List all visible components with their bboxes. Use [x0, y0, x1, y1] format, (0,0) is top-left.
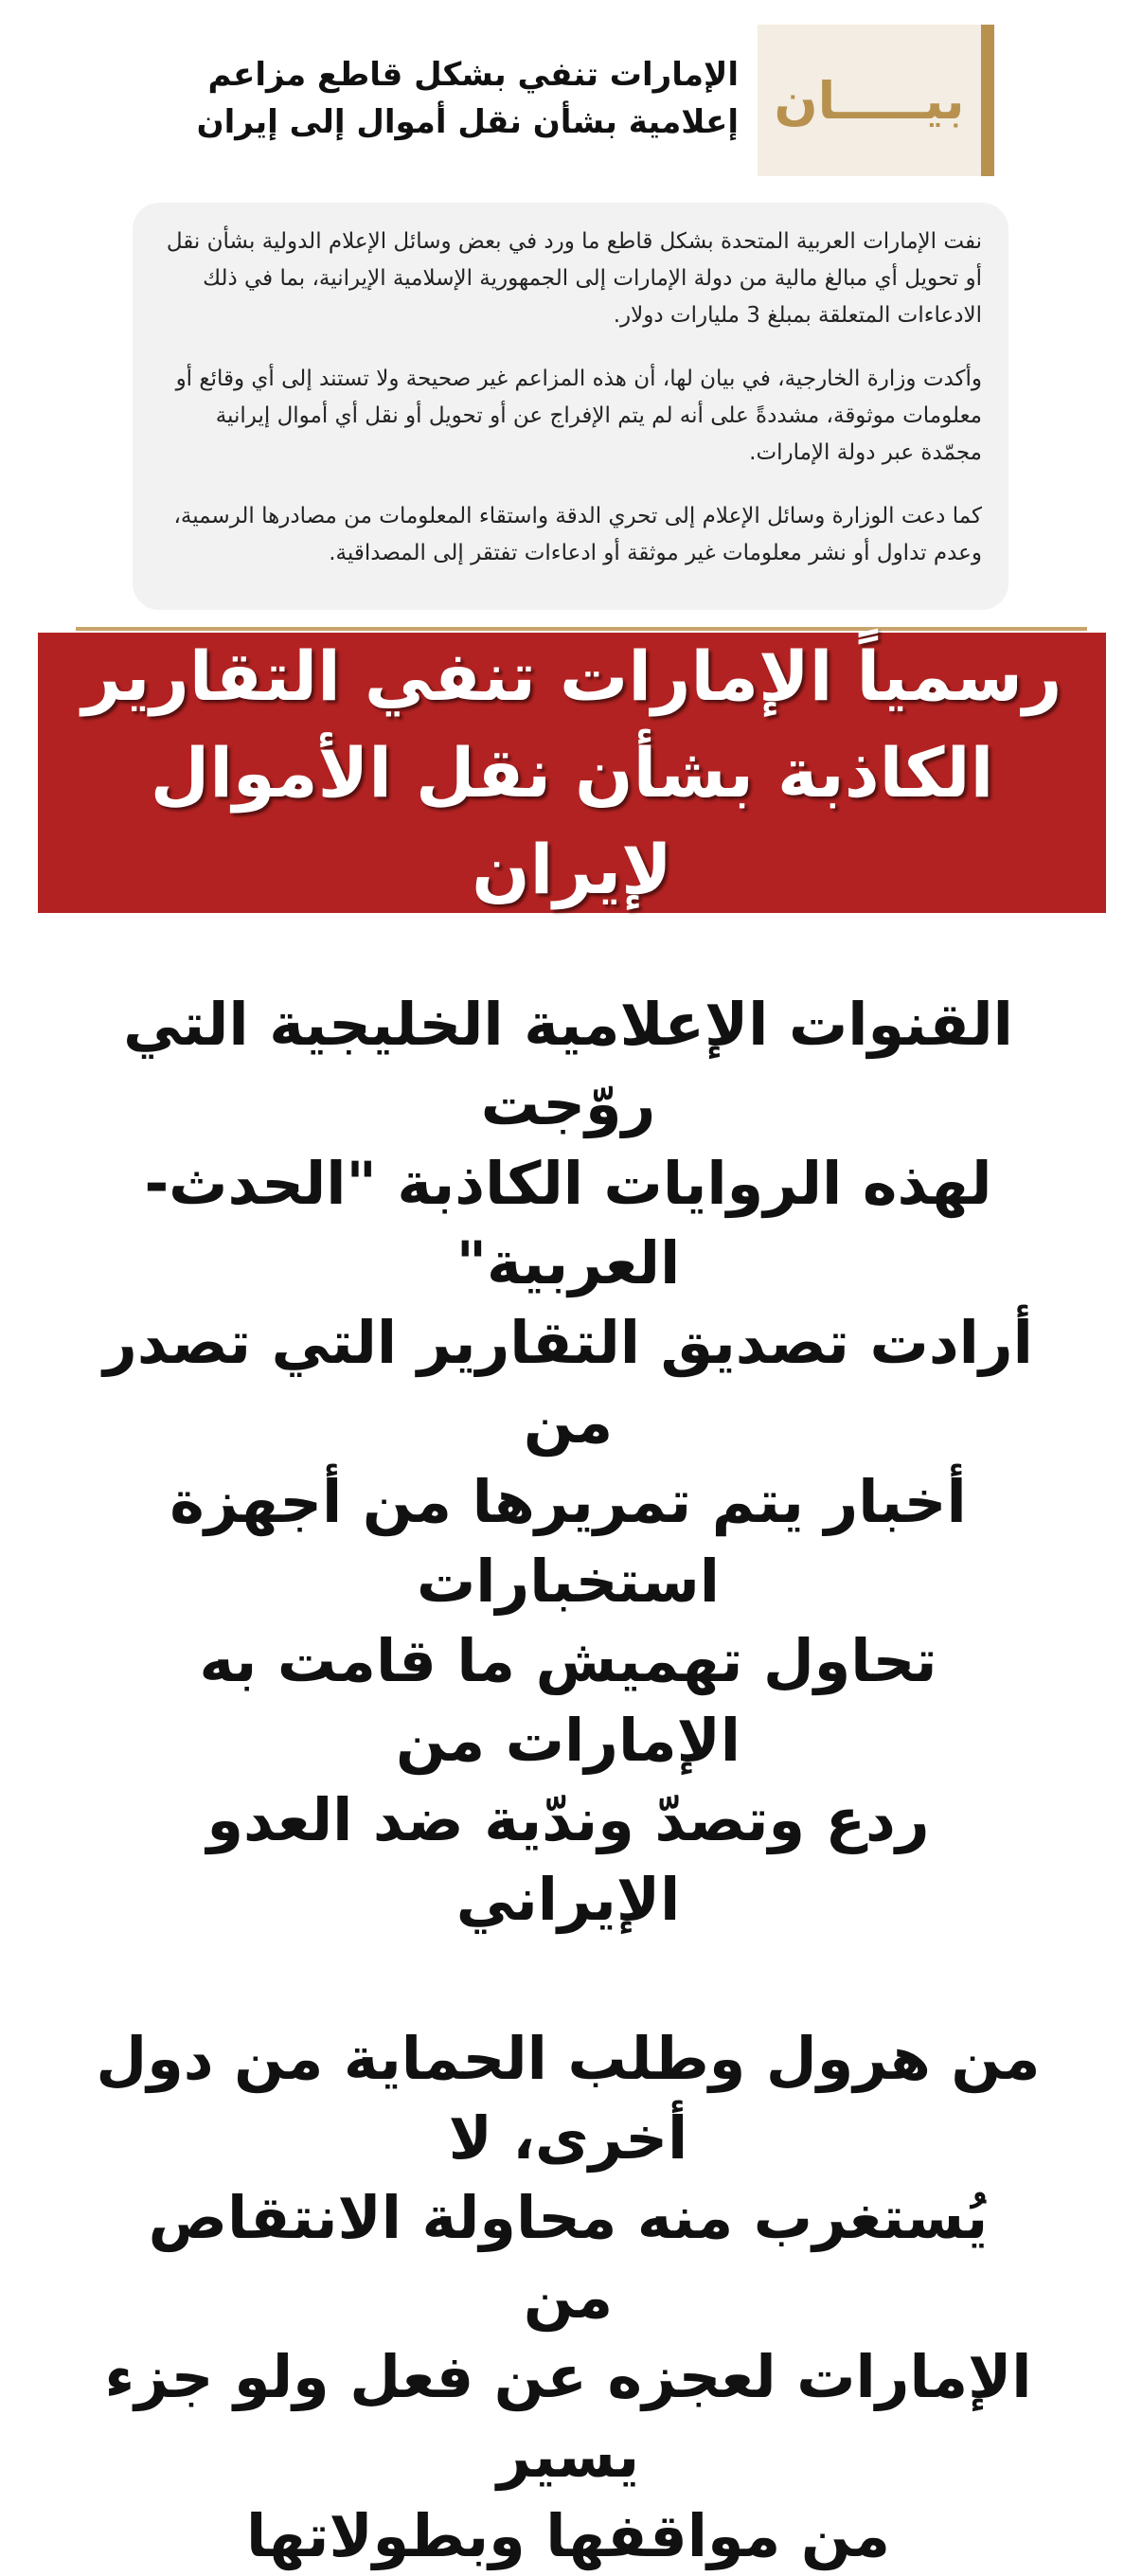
- commentary-line: يُستغرب منه محاولة الانتقاص من: [148, 2183, 989, 2332]
- statement-card: [133, 203, 1008, 610]
- headline-text: [76, 628, 1068, 918]
- paragraph-gap: [95, 1940, 1042, 2019]
- commentary-line: الإمارات لعجزه عن فعل ولو جزء يسير: [104, 2342, 1032, 2491]
- headline-banner: [38, 633, 1106, 913]
- commentary-line: تحاول تهميش ما قامت به الإمارات من: [199, 1626, 937, 1775]
- commentary-text: [95, 985, 1042, 2576]
- commentary-line: من هرول وطلب الحماية من دول أخرى، لا: [96, 2024, 1041, 2173]
- statement-badge: [758, 25, 994, 176]
- commentary-line: لهذه الروايات الكاذبة "الحدث-العربية": [144, 1149, 992, 1297]
- headline-line: الكاذبة بشأن نقل الأموال لإيران: [150, 733, 994, 909]
- commentary-line: أرادت تصديق التقارير التي تصدر من: [103, 1308, 1033, 1457]
- commentary-line: ردع وتصدّ وندّية ضد العدو الإيراني: [206, 1785, 930, 1934]
- commentary-line: أخبار يتم تمريرها من أجهزة استخبارات: [170, 1467, 967, 1616]
- commentary-line: القنوات الإعلامية الخليجية التي روّجت: [123, 990, 1013, 1138]
- statement-paragraph: وأكدت وزارة الخارجية، في بيان لها، أن هذه المزاعم غير صحيحة ولا تستند إلى أي وقائع أو معلومات موثوقة، مشددةً على أنه لم يتم الإفراج عن أو تحويل أو نقل أي أموال إيرانية مجمّدة عبر دولة الإمارات.: [175, 367, 982, 465]
- headline-line: رسمياً الإمارات تنفي التقارير: [81, 636, 1062, 716]
- statement-paragraph: نفت الإمارات العربية المتحدة بشكل قاطع ما ورد في بعض وسائل الإعلام الدولية بشأن نقل أو تحويل أي مبالغ مالية من دولة الإمارات إلى الجمهورية الإسلامية الإيرانية، بما في ذلك الادعاءات المتعلقة بمبلغ 3 مليارات دولار.: [166, 229, 982, 328]
- statement-paragraph: كما دعت الوزارة وسائل الإعلام إلى تحري الدقة واستقاء المعلومات من مصادرها الرسمية، وعدم تداول أو نشر معلومات غير موثقة أو ادعاءات تفتقر إلى المصداقية.: [173, 504, 982, 565]
- statement-title: الإمارات تنفي بشكل قاطع مزاعم إعلامية بشأن نقل أموال إلى إيران: [196, 56, 739, 141]
- badge-label: بيـــــان: [774, 70, 965, 131]
- statement-header: [123, 25, 994, 176]
- commentary-line: من مواقفها وبطولاتها: [245, 2501, 891, 2570]
